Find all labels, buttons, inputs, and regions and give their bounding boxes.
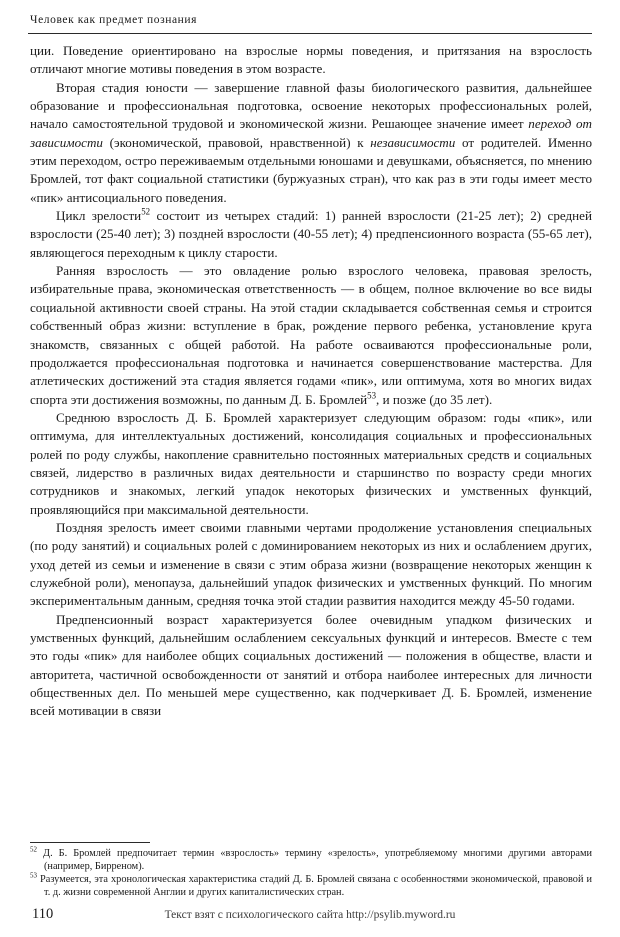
- source-watermark: Текст взят с психологического сайта http://psylib.myword.ru: [164, 909, 456, 921]
- paragraph-continuation: ции. Поведение ориентировано на взрослые нормы поведения, и притязания на взрослость отличают многие мотивы поведения в этом возрасте.: [30, 43, 592, 77]
- footnote-text: Разумеется, эта хронологическая характеристика стадий Д. Б. Бромлей связана с особенностями экономической, правовой и т. д. жизни современной Англии и других капиталистических стран.: [40, 874, 592, 898]
- running-header: Человек как предмет познания: [30, 14, 198, 26]
- paragraph-text-part: Цикл зрелости: [56, 208, 142, 224]
- footnote-text: Д. Б. Бромлей предпочитает термин «взрослость» термину «зрелость», употребляемому многими другими авторами (например, Бирреном).: [43, 848, 592, 872]
- paragraph-early-adulthood: [30, 262, 592, 409]
- paragraph-maturity-cycle: [30, 207, 592, 262]
- emphasis-transition-from-dependence: переход от зависимости: [30, 116, 592, 150]
- paragraph-second-youth-stage: [30, 79, 592, 207]
- footnote-marker-53: 53: [30, 871, 37, 880]
- paragraph-text-part: от родителей. Именно этим переходом, остро переживаемым отдельными юношами и девушками, объясняется, по мнению Бромлей, тот факт социальной статистики (буржуазных стран), что как раз в эти годы имеет место «пик» антисоциального поведения.: [30, 134, 592, 205]
- paragraph-middle-adulthood: Среднюю взрослость Д. Б. Бромлей характеризует следующим образом: годы «пик», или оптимума, для интеллектуальных достижений, консолидация социальных и профессиональных ролей по роду службы, накопление сравнительно постоянных материальных средств и социальных связей, лидерство в различных видах деятельности и старшинство по возрасту среди многих сотрудников и знакомых, легкий упадок некоторых физических и умственных функций, проявляющийся при максимальной деятельности.: [30, 409, 592, 517]
- paragraph-text-part: Вторая стадия юности — завершение главной фазы биологического развития, дальнейшее образование и профессиональная подготовка, освоение некоторых профессиональных ролей, начало самостоятельной трудовой и экономической жизни. Решающее значение имеет: [30, 79, 592, 132]
- paragraph-text-part: Ранняя взрослость — это овладение ролью взрослого человека, правовая зрелость, избирательные права, экономическая ответственность — в общем, полное включение во все виды социальной активности своей страны. На этой стадии складывается собственная семья и строится собственный образ жизни: вступление в брак, рождение первого ребенка, установление круга знакомств, связанных с общей работой. На работе осваиваются профессиональные роли, продолжается профессиональная подготовка и начинается совершенствование мастерства. Для атлетических достижений эта стадия является годами «пик», или оптимума, хотя во многих видах спорта эти достижения возможны, по данным Д. Б. Бромлей: [30, 263, 592, 407]
- page-number: 110: [32, 906, 54, 922]
- page-body: [30, 42, 592, 721]
- paragraph-text-part: , и позже (до 35 лет).: [376, 391, 493, 407]
- footnote-item: [30, 871, 592, 899]
- header-divider: [28, 33, 592, 34]
- emphasis-independence: независимости: [370, 134, 456, 150]
- paragraph-text-part: (экономической, правовой, нравственной) к: [102, 134, 371, 150]
- footnote-ref-52[interactable]: 52: [141, 206, 151, 217]
- footnote-divider: [30, 842, 150, 843]
- footnote-item: [30, 845, 592, 873]
- paragraph-preretirement-age: Предпенсионный возраст характеризуется более очевидным упадком физических и умственных функций, дальнейшим ослаблением сексуальных функций и интересов. Вместе с тем это годы «пик» для наиболее общих социальных достижений — положения в обществе, власти и авторитета, частичной освобожденности от занятий и отбора наиболее интересных для личности общественных дел. По меньшей мере существенно, как подчеркивает Д. Б. Бромлей, изменение всей мотивации в связи: [30, 611, 592, 719]
- footnote-section: [30, 845, 592, 900]
- paragraph-text-part: состоит из четырех стадий: 1) ранней взрослости (21-25 лет); 2) средней взрослости (25-40 лет); 3) поздней взрослости (40-55 лет); 4) предпенсионного возраста (55-65 лет), являющегося переходным к циклу старости.: [30, 208, 592, 260]
- footnote-ref-53[interactable]: 53: [367, 390, 377, 401]
- footnote-marker-52: 52: [30, 845, 37, 854]
- paragraph-late-maturity: Поздняя зрелость имеет своими главными чертами продолжение установления специальных (по роду занятий) и социальных ролей с доминированием некоторых из них и ослаблением других, уход детей из семьи и изменение в связи с этим образа жизни (возвращение некоторых женщин к служебной роли), менопауза, дальнейший упадок физических и умственных функций. По многим экспериментальным данным, средняя точка этой стадии развития находится между 45-50 годами.: [30, 519, 592, 609]
